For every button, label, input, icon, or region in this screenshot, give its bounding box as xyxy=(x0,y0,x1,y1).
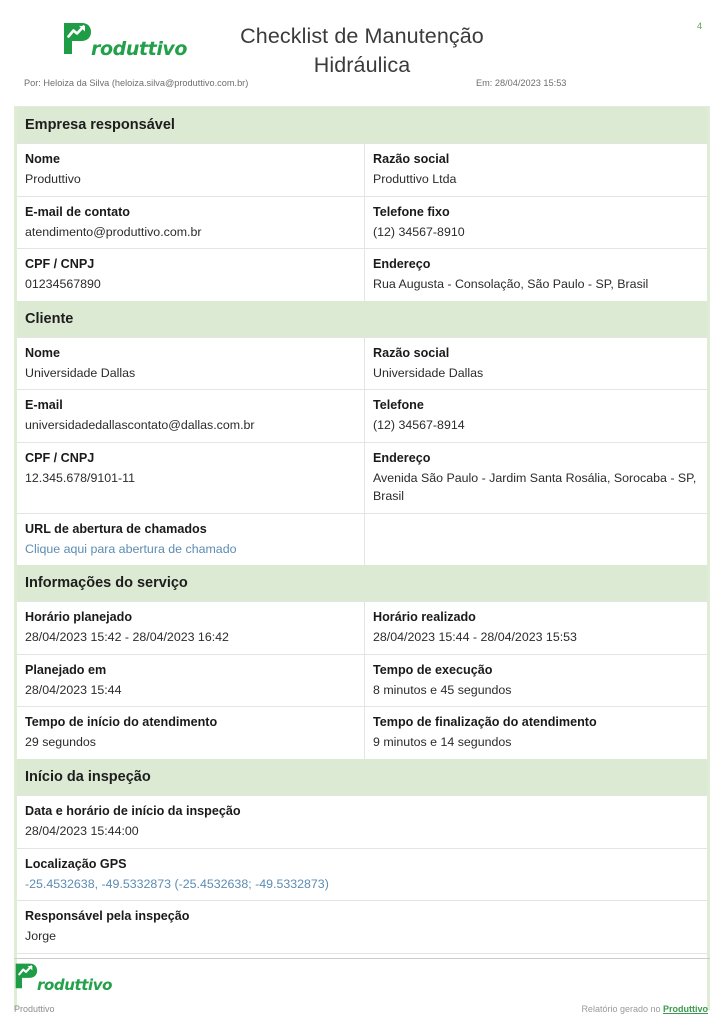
field-label: Planejado em xyxy=(25,662,107,677)
field-nome-cliente xyxy=(17,338,365,390)
field-label: Endereço xyxy=(373,450,431,465)
footer-divider xyxy=(14,958,710,959)
document-meta xyxy=(24,76,700,98)
field-label: E-mail de contato xyxy=(25,204,130,219)
section-header-inicio-da-inspecao: Início da inspeção xyxy=(17,759,707,795)
abertura-chamado-link[interactable]: Clique aqui para abertura de chamado xyxy=(25,541,237,556)
field-value: Rua Augusta - Consolação, São Paulo - SP, Brasil xyxy=(373,277,649,292)
page-header xyxy=(0,0,724,76)
field-value: 8 minutos e 45 segundos xyxy=(373,682,512,697)
page-title-line-2: Hidráulica xyxy=(313,52,411,77)
field-value: 29 segundos xyxy=(25,735,96,750)
footer-produttivo-link[interactable]: Produttivo xyxy=(663,1004,708,1014)
field-planejado-em xyxy=(17,655,365,707)
field-label: URL de abertura de chamados xyxy=(25,521,207,536)
table-row xyxy=(17,706,707,759)
section-header-cliente: Cliente xyxy=(17,301,707,337)
field-value: Produttivo xyxy=(25,172,81,187)
meta-date: Em: 28/04/2023 15:53 xyxy=(476,78,567,88)
table-row xyxy=(17,442,707,513)
report-table xyxy=(14,106,710,1010)
page-footer xyxy=(0,958,724,1024)
field-email-cliente xyxy=(17,390,365,442)
field-cpf-cnpj-cliente xyxy=(17,443,365,513)
field-endereco-empresa xyxy=(365,249,707,301)
footer-produttivo-logo xyxy=(14,968,112,994)
field-tempo-finalizacao-atendimento xyxy=(365,707,707,759)
field-value: 28/04/2023 15:44 - 28/04/2023 15:53 xyxy=(373,630,577,645)
table-row xyxy=(17,513,707,566)
field-telefone-fixo-empresa xyxy=(365,197,707,249)
table-row xyxy=(17,337,707,390)
field-razao-social-empresa xyxy=(365,144,707,196)
table-row xyxy=(17,143,707,196)
logo-wordmark: roduttivo xyxy=(91,38,188,60)
table-row xyxy=(17,196,707,249)
field-label: Razão social xyxy=(373,152,450,167)
field-label: Tempo de início do atendimento xyxy=(25,715,218,730)
field-localizacao-gps xyxy=(17,849,707,901)
field-label: Nome xyxy=(25,345,60,360)
field-value: (12) 34567-8914 xyxy=(373,418,465,433)
footer-generated-by xyxy=(581,1004,708,1014)
section-header-empresa-responsavel: Empresa responsável xyxy=(17,107,707,143)
field-value: 9 minutos e 14 segundos xyxy=(373,735,512,750)
table-row xyxy=(17,900,707,953)
meta-author: Por: Heloiza da Silva (heloiza.silva@produttivo.com.br) xyxy=(24,78,249,88)
field-value: Avenida São Paulo - Jardim Santa Rosália, Sorocaba - SP, Brasil xyxy=(373,470,697,504)
field-value: 28/04/2023 15:44 xyxy=(25,682,122,697)
field-horario-realizado xyxy=(365,602,707,654)
field-value: 28/04/2023 15:42 - 28/04/2023 16:42 xyxy=(25,630,229,645)
table-row xyxy=(17,654,707,707)
field-label: Telefone xyxy=(373,398,424,413)
field-email-contato-empresa xyxy=(17,197,365,249)
page-title-line-1: Checklist de Manutenção xyxy=(240,24,484,48)
field-responsavel-pela-inspecao xyxy=(17,901,707,953)
field-value: Jorge xyxy=(25,929,56,943)
footer-logo-wordmark: roduttivo xyxy=(37,976,113,994)
field-label: Tempo de execução xyxy=(373,662,493,677)
field-tempo-de-execucao xyxy=(365,655,707,707)
field-cpf-cnpj-empresa xyxy=(17,249,365,301)
produttivo-p-arrow-icon xyxy=(14,962,38,994)
field-value: 12.345.678/9101-11 xyxy=(25,470,136,485)
page-number: 4 xyxy=(696,21,702,31)
field-label: Horário planejado xyxy=(25,610,133,625)
field-horario-planejado xyxy=(17,602,365,654)
field-value: 28/04/2023 15:44:00 xyxy=(25,824,139,838)
field-label: Endereço xyxy=(373,257,431,272)
field-telefone-cliente xyxy=(365,390,707,442)
field-label: Data e horário de início da inspeção xyxy=(25,804,241,819)
field-nome-empresa xyxy=(17,144,365,196)
field-label: CPF / CNPJ xyxy=(25,450,95,465)
field-value: Universidade Dallas xyxy=(25,365,136,380)
field-value: Produttivo Ltda xyxy=(373,172,457,187)
field-endereco-cliente xyxy=(365,443,707,513)
footer-company-name: Produttivo xyxy=(14,1004,55,1014)
field-label: Razão social xyxy=(373,345,450,360)
field-value: Universidade Dallas xyxy=(373,365,484,380)
footer-generated-prefix: Relatório gerado no xyxy=(581,1004,663,1014)
field-value: atendimento@produttivo.com.br xyxy=(25,224,202,239)
field-tempo-inicio-atendimento xyxy=(17,707,365,759)
gps-coordinates-link[interactable]: -25.4532638, -49.5332873 (-25.4532638; -49.5332873) xyxy=(25,876,329,891)
field-label: Telefone fixo xyxy=(373,204,450,219)
field-label: Tempo de finalização do atendimento xyxy=(373,715,597,730)
field-razao-social-cliente xyxy=(365,338,707,390)
page-title xyxy=(0,22,724,79)
field-label: E-mail xyxy=(25,398,63,413)
table-row xyxy=(17,601,707,654)
field-value: universidadedallascontato@dallas.com.br xyxy=(25,418,255,433)
field-label: Nome xyxy=(25,152,60,167)
field-data-horario-inicio-inspecao xyxy=(17,796,707,848)
table-row xyxy=(17,795,707,848)
field-value: (12) 34567-8910 xyxy=(373,224,465,239)
field-label: Responsável pela inspeção xyxy=(25,909,190,924)
field-value: 01234567890 xyxy=(25,277,101,292)
table-row xyxy=(17,389,707,442)
field-url-abertura-chamados xyxy=(17,514,365,566)
field-label: Horário realizado xyxy=(373,610,476,625)
field-label: CPF / CNPJ xyxy=(25,257,95,272)
field-label: Localização GPS xyxy=(25,856,127,871)
table-row xyxy=(17,848,707,901)
section-header-informacoes-do-servico: Informações do serviço xyxy=(17,565,707,601)
table-row xyxy=(17,248,707,301)
field-empty xyxy=(365,514,707,566)
